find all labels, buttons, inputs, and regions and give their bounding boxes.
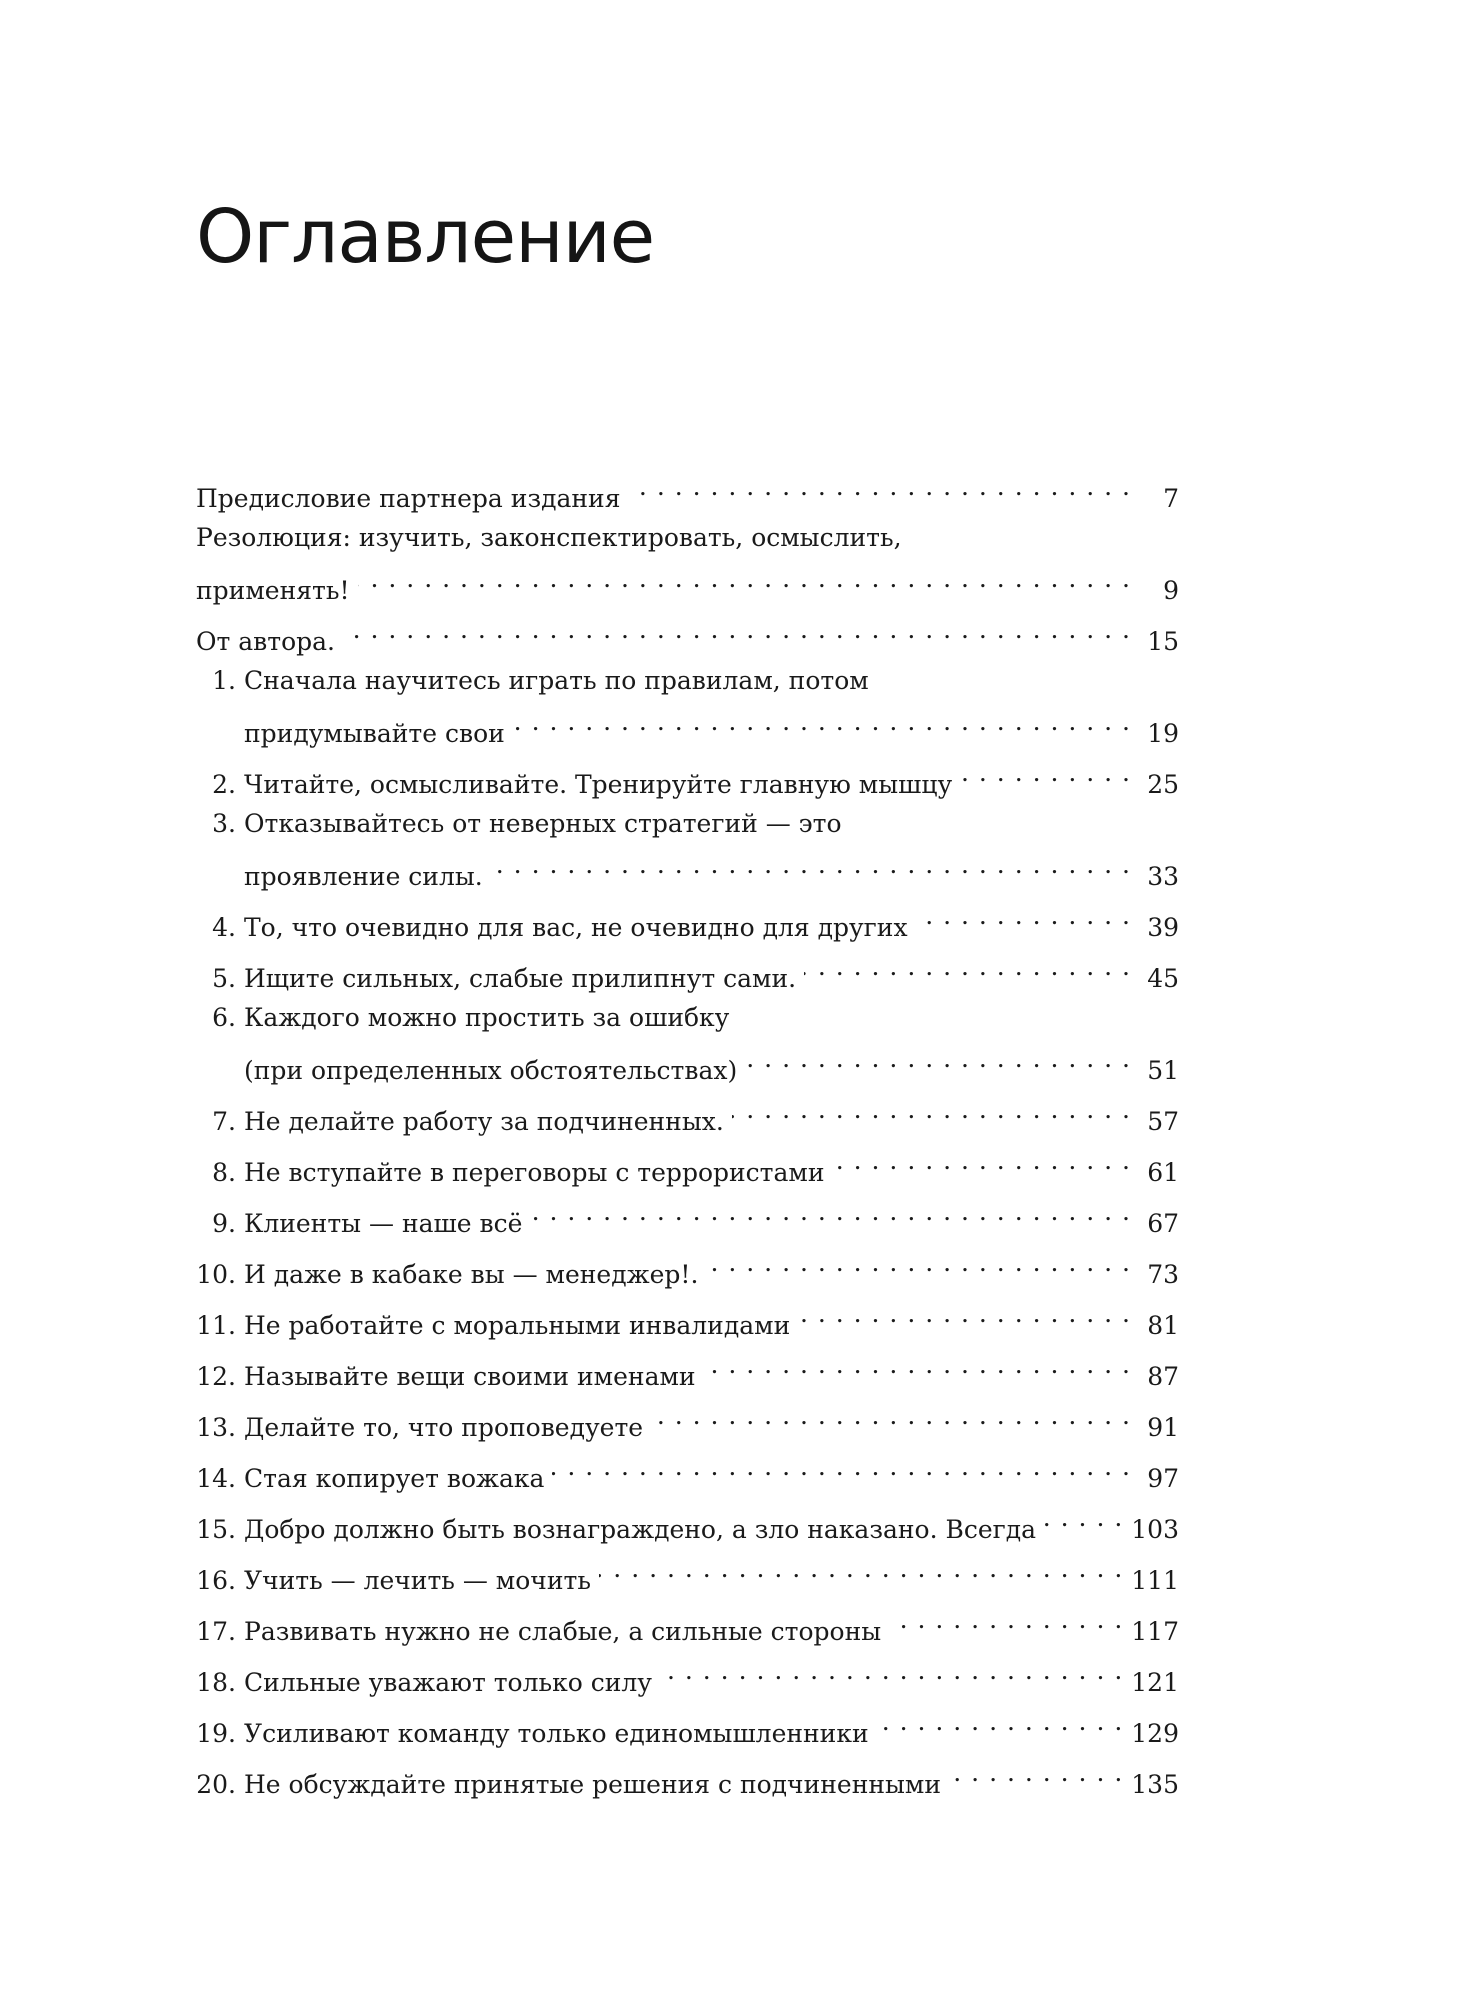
toc-entry-title: Сильные уважают только силу [244, 1668, 652, 1697]
toc-entry-page-number: 73 [1147, 1260, 1179, 1289]
toc-entry-page-number: 111 [1131, 1566, 1179, 1595]
toc-entry[interactable] [196, 997, 1179, 1085]
toc-entry-page-number: 121 [1131, 1668, 1179, 1697]
toc-entry-page-number: 103 [1131, 1515, 1179, 1544]
toc-entry-page-number: 45 [1147, 964, 1179, 993]
toc-entry-page-number: 7 [1163, 484, 1179, 513]
toc-entry[interactable] [196, 1497, 1179, 1544]
toc-entry-page-number: 9 [1163, 576, 1179, 605]
toc-entry-title: применять! [196, 576, 350, 605]
toc-entry[interactable] [196, 1242, 1179, 1289]
toc-entry-title: Не обсуждайте принятые решения с подчиненными [244, 1770, 942, 1799]
toc-entry-title: (при определенных обстоятельствах) [244, 1056, 738, 1085]
toc-entry-number: 11. [196, 1311, 236, 1340]
toc-entry-number: 14. [196, 1464, 236, 1493]
toc-entry-page-number: 129 [1131, 1719, 1179, 1748]
toc-entry[interactable] [196, 1140, 1179, 1187]
dot-leader [704, 1344, 1131, 1385]
toc-entry-page-number: 19 [1147, 719, 1179, 748]
dot-leader [745, 1038, 1131, 1079]
toc-entry-title: Развивать нужно не слабые, а сильные стороны [244, 1617, 882, 1646]
toc-entry-title: И даже в кабаке вы — менеджер!. [244, 1260, 699, 1289]
dot-leader [599, 1548, 1123, 1589]
toc-entry-page-number: 25 [1147, 770, 1179, 799]
toc-entry-title: Делайте то, что проповедуете [244, 1413, 644, 1442]
toc-entry-number: 19. [196, 1719, 236, 1748]
toc-entry[interactable] [196, 1191, 1179, 1238]
dot-leader [552, 1446, 1131, 1487]
dot-leader [877, 1701, 1124, 1742]
dot-leader [343, 609, 1131, 650]
toc-entry[interactable] [196, 1650, 1179, 1697]
toc-entry-page-number: 67 [1147, 1209, 1179, 1238]
toc-entry-title: Каждого можно простить за ошибку [244, 1003, 730, 1032]
toc-entry[interactable] [196, 1548, 1179, 1595]
toc-entry-page-number: 33 [1147, 862, 1179, 891]
toc-entry-number: 10. [196, 1260, 236, 1289]
toc-entry[interactable] [196, 1701, 1179, 1748]
toc-entry[interactable] [196, 609, 1179, 656]
toc-entry-page-number: 91 [1147, 1413, 1179, 1442]
toc-entry-title: Читайте, осмысливайте. Тренируйте главную мышцу [244, 770, 953, 799]
toc-entry-title: Отказывайтесь от неверных стратегий — это [244, 809, 842, 838]
toc-entry[interactable] [196, 1089, 1179, 1136]
toc-entry-title: Не работайте с моральными инвалидами [244, 1311, 791, 1340]
toc-entry[interactable] [196, 752, 1179, 799]
toc-entry-page-number: 97 [1147, 1464, 1179, 1493]
toc-entry-number: 7. [212, 1107, 236, 1136]
toc-entry-number: 16. [196, 1566, 236, 1595]
toc-entry-title: Предисловие партнера издания [196, 484, 621, 513]
dot-leader [628, 466, 1131, 507]
toc-entry-title: Называйте вещи своими именами [244, 1362, 696, 1391]
dot-leader [706, 1242, 1131, 1283]
toc-entry-page-number: 15 [1147, 627, 1179, 656]
toc-entry-title: Сначала научитесь играть по правилам, потом [244, 666, 869, 695]
toc-entry-page-number: 51 [1147, 1056, 1179, 1085]
toc-entry[interactable] [196, 1293, 1179, 1340]
toc-entry-page-number: 117 [1131, 1617, 1179, 1646]
dot-leader [798, 1293, 1131, 1334]
dot-leader [660, 1650, 1123, 1691]
toc-entry-title: Учить — лечить — мочить [244, 1566, 591, 1595]
toc-entry-title: Не вступайте в переговоры с террористами [244, 1158, 825, 1187]
toc-entry[interactable] [196, 946, 1179, 993]
dot-leader [960, 752, 1131, 793]
toc-entry[interactable] [196, 1344, 1179, 1391]
toc-entry-title: Добро должно быть вознаграждено, а зло наказано. Всегда [244, 1515, 1037, 1544]
toc-entry-number: 20. [196, 1770, 236, 1799]
toc-entry-number: 4. [212, 913, 236, 942]
toc-entry-number: 6. [212, 1003, 236, 1032]
toc-entry[interactable] [196, 1395, 1179, 1442]
toc-entry[interactable] [196, 517, 1179, 605]
dot-leader [651, 1395, 1131, 1436]
toc-entry[interactable] [196, 1599, 1179, 1646]
toc-entry-page-number: 81 [1147, 1311, 1179, 1340]
dot-leader [889, 1599, 1123, 1640]
toc-entry[interactable] [196, 660, 1179, 748]
toc-entry-title: проявление силы. [244, 862, 483, 891]
toc-entry-number: 18. [196, 1668, 236, 1697]
toc-entry-number: 8. [212, 1158, 236, 1187]
toc-entry[interactable] [196, 1752, 1179, 1799]
toc-entry-page-number: 39 [1147, 913, 1179, 942]
toc-entry-number: 5. [212, 964, 236, 993]
toc-entry-title: Стая копирует вожака [244, 1464, 545, 1493]
toc-entry-page-number: 57 [1147, 1107, 1179, 1136]
toc-entry-number: 3. [212, 809, 236, 838]
dot-leader [530, 1191, 1131, 1232]
page-title: Оглавление [196, 194, 655, 280]
dot-leader [358, 558, 1132, 599]
toc-entry-number: 13. [196, 1413, 236, 1442]
dot-leader [513, 701, 1131, 742]
toc-entry-title: То, что очевидно для вас, не очевидно для других [244, 913, 908, 942]
dot-leader [804, 946, 1131, 987]
toc-entry-page-number: 61 [1147, 1158, 1179, 1187]
toc-entry-title: придумывайте свои [244, 719, 505, 748]
toc-entry-number: 15. [196, 1515, 236, 1544]
dot-leader [732, 1089, 1131, 1130]
toc-entry-title: Ищите сильных, слабые прилипнут сами. [244, 964, 797, 993]
toc-entry[interactable] [196, 895, 1179, 942]
toc-entry-number: 1. [212, 666, 236, 695]
dot-leader [1044, 1497, 1123, 1538]
toc-entry[interactable] [196, 803, 1179, 891]
toc-entry-title: Не делайте работу за подчиненных. [244, 1107, 724, 1136]
toc-entry-title: Резолюция: изучить, законспектировать, осмыслить, [196, 523, 902, 552]
dot-leader [833, 1140, 1131, 1181]
toc-entry-page-number: 87 [1147, 1362, 1179, 1391]
toc-entry-number: 17. [196, 1617, 236, 1646]
dot-leader [491, 844, 1131, 885]
toc-entry-number: 2. [212, 770, 236, 799]
toc-entry-number: 12. [196, 1362, 236, 1391]
toc-entry[interactable] [196, 1446, 1179, 1493]
dot-leader [949, 1752, 1123, 1793]
toc-entry-page-number: 135 [1131, 1770, 1179, 1799]
toc-entry-title: Усиливают команду только единомышленники [244, 1719, 869, 1748]
dot-leader [916, 895, 1131, 936]
toc-entry-title: От автора. [196, 627, 335, 656]
toc-entry-number: 9. [212, 1209, 236, 1238]
toc-entry-title: Клиенты — наше всё [244, 1209, 523, 1238]
toc-entry[interactable] [196, 466, 1179, 513]
table-of-contents [196, 466, 1179, 1803]
